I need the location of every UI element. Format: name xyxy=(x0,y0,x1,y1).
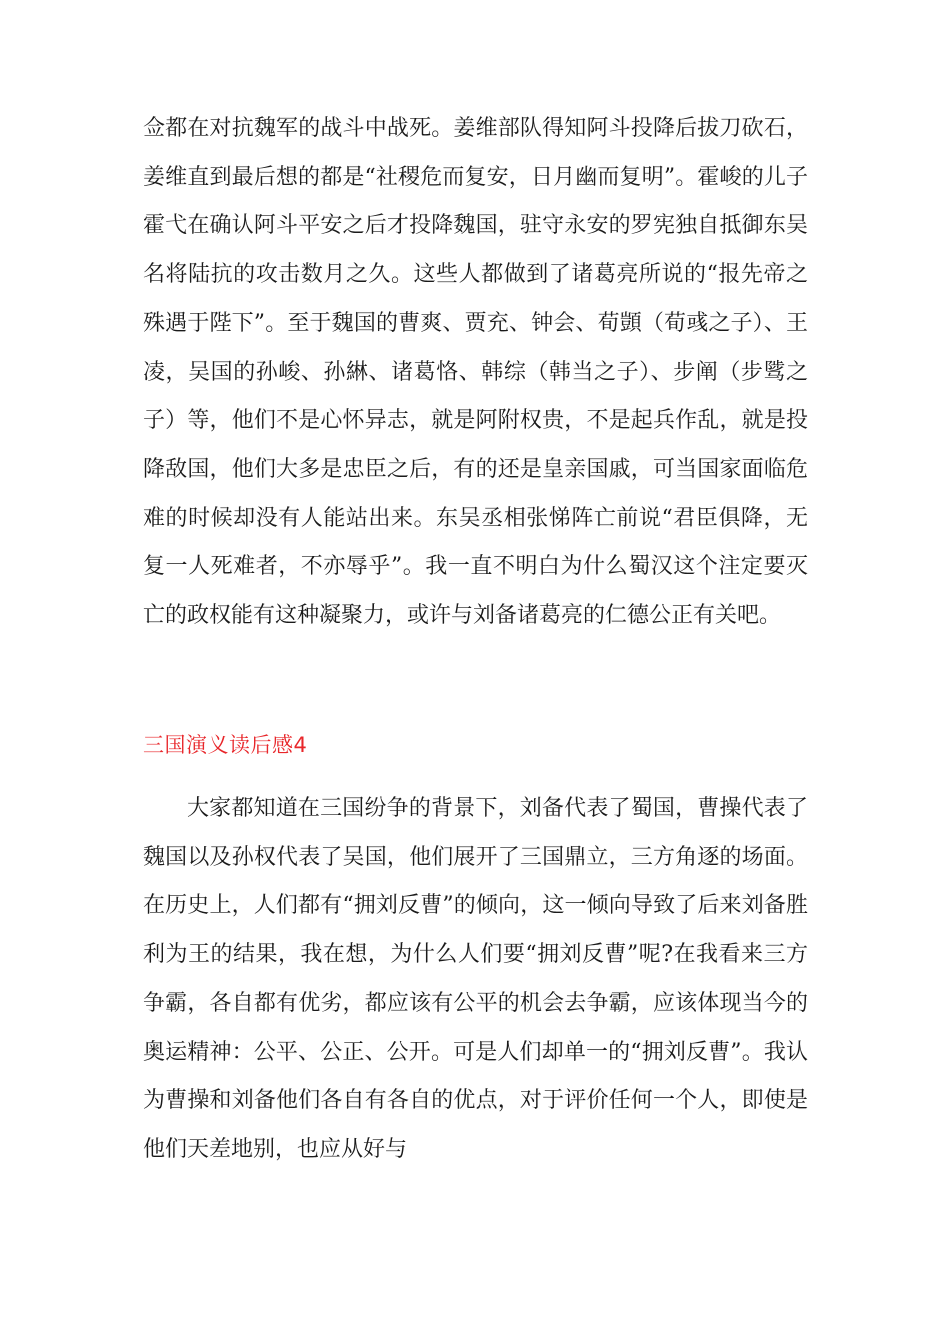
body-paragraph-continued: 佥都在对抗魏军的战斗中战死。姜维部队得知阿斗投降后拔刀砍石，姜维直到最后想的都是“社稷危而复安，日月幽而复明”。霍峻的儿子霍弋在确认阿斗平安之后才投降魏国，驻守永安的罗宪独自抵御东吴名将陆抗的攻击数月之久。这些人都做到了诸葛亮所说的“报先帝之殊遇于陛下”。至于魏国的曹爽、贾充、钟会、荀顗（荀彧之子）、王凌，吴国的孙峻、孙綝、诸葛恪、韩综（韩当之子）、步阐（步骘之子）等，他们不是心怀异志，就是阿附权贵，不是起兵作乱，就是投降敌国，他们大多是忠臣之后，有的还是皇亲国戚，可当国家面临危难的时候却没有人能站出来。东吴丞相张悌阵亡前说“君臣俱降，无复一人死难者，不亦辱乎”。我一直不明白为什么蜀汉这个注定要灭亡的政权能有这种凝聚力，或许与刘备诸葛亮的仁德公正有关吧。 xyxy=(143,116,808,629)
section-heading: 三国演义读后感4 xyxy=(143,733,308,757)
body-paragraph-section-4: 大家都知道在三国纷争的背景下，刘备代表了蜀国，曹操代表了魏国以及孙权代表了吴国，他们展开了三国鼎立，三方角逐的场面。在历史上，人们都有“拥刘反曹”的倾向，这一倾向导致了后来刘备胜利为王的结果，我在想，为什么人们要“拥刘反曹”呢?在我看来三方争霸，各自都有优劣，都应该有公平的机会去争霸，应该体现当今的奥运精神：公平、公正、公开。可是人们却单一的“拥刘反曹”。我认为曹操和刘备他们各自有各自的优点，对于评价任何一个人，即使是他们天差地别，也应从好与 xyxy=(143,796,808,1162)
